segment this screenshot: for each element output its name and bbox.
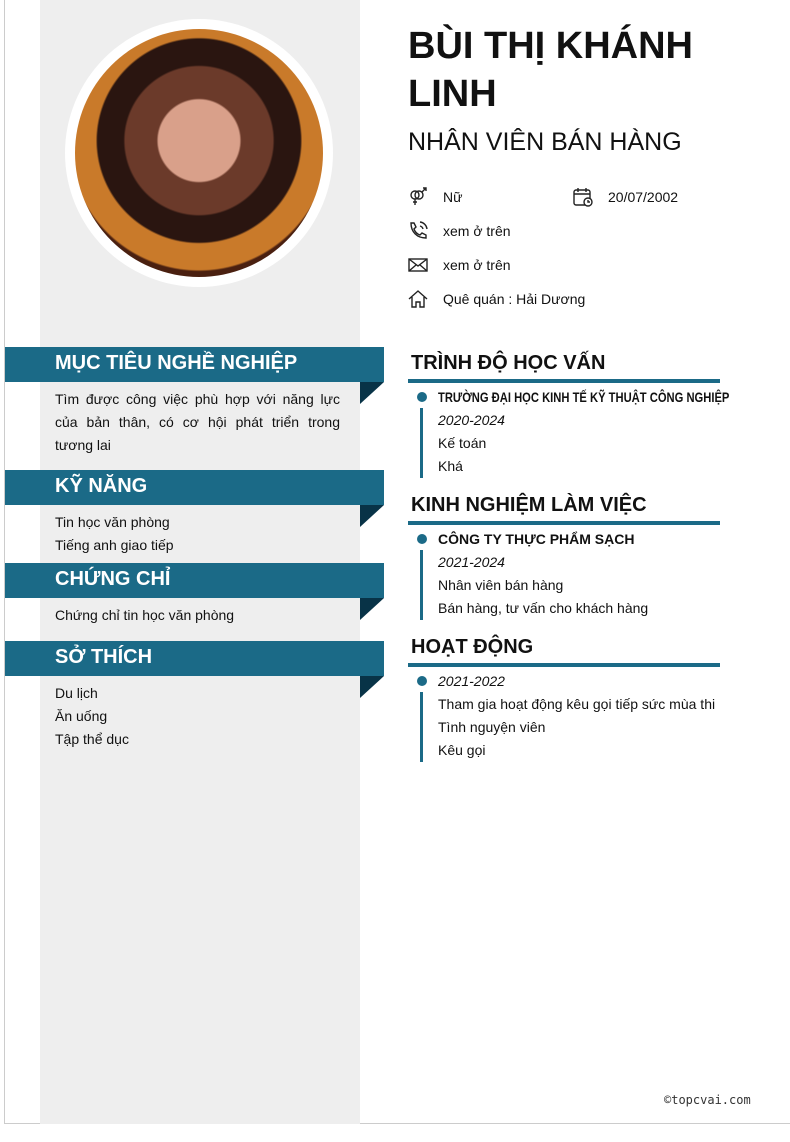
hometown-value: Quê quán : Hải Dương	[443, 291, 586, 307]
school-name: TRƯỜNG ĐẠI HỌC KINH TẾ KỸ THUẬT CÔNG NGHIỆP	[438, 389, 730, 405]
phone-value: xem ở trên	[443, 223, 511, 239]
home-icon	[408, 289, 428, 309]
activity-item: Tình nguyện viên	[438, 719, 546, 735]
certificates-section	[5, 563, 384, 627]
timeline-bar	[420, 408, 423, 478]
timeline-bar	[420, 550, 423, 620]
calendar-icon	[573, 187, 593, 207]
section-header-skills: KỸ NĂNG	[5, 470, 384, 505]
ribbon-fold	[360, 382, 384, 404]
gender-info	[408, 187, 462, 207]
experience-description: Bán hàng, tư vấn cho khách hàng	[438, 600, 649, 616]
hometown-info	[408, 289, 585, 309]
section-header-experience: KINH NGHIỆM LÀM VIỆC	[411, 494, 647, 516]
education-major: Kế toán	[438, 435, 487, 451]
hobby-item: Du lịch	[55, 685, 98, 701]
avatar	[75, 29, 323, 277]
email-info	[408, 255, 511, 275]
hobbies-section	[5, 641, 384, 751]
dob-info	[573, 187, 678, 207]
dob-value: 20/07/2002	[608, 189, 679, 205]
divider	[408, 521, 720, 525]
hobby-item: Tập thể dục	[55, 731, 129, 747]
skills-list	[55, 505, 340, 557]
full-name: BÙI THỊ KHÁNH LINH	[408, 25, 693, 115]
activity-item: Tham gia hoạt động kêu gọi tiếp sức mùa thi	[438, 696, 716, 712]
divider	[408, 663, 720, 667]
envelope-icon	[408, 255, 428, 275]
ribbon-fold	[360, 505, 384, 527]
education-period: 2020-2024	[438, 412, 505, 428]
divider	[408, 379, 720, 383]
watermark: ©topcvai.com	[664, 1093, 751, 1107]
gender-value: Nữ	[443, 189, 463, 205]
section-header-hobbies: SỞ THÍCH	[5, 641, 384, 676]
section-header-objective: MỤC TIÊU NGHỀ NGHIỆP	[5, 347, 384, 382]
phone-info	[408, 221, 511, 241]
skills-section	[5, 470, 384, 557]
left-column	[5, 347, 384, 751]
skill-item: Tin học văn phòng	[55, 514, 170, 530]
timeline-dot	[417, 392, 427, 402]
objective-section	[5, 347, 384, 457]
timeline-bar	[420, 692, 423, 762]
activity-period: 2021-2022	[438, 673, 505, 689]
gender-icon	[408, 187, 428, 207]
phone-icon	[408, 221, 428, 241]
skill-item: Tiếng anh giao tiếp	[55, 537, 174, 553]
education-grade: Khá	[438, 458, 463, 474]
experience-period: 2021-2024	[438, 554, 505, 570]
certificate-item: Chứng chỉ tin học văn phòng	[55, 607, 235, 623]
job-title: NHÂN VIÊN BÁN HÀNG	[408, 128, 682, 156]
objective-text: Tìm được công việc phù hợp với năng lực của bản thân, có cơ hội phát triển trong tương lai	[55, 391, 340, 453]
ribbon-fold	[360, 598, 384, 620]
hobbies-list	[55, 676, 340, 751]
section-header-activities: HOẠT ĐỘNG	[411, 636, 534, 658]
company-name: CÔNG TY THỰC PHẨM SẠCH	[438, 531, 635, 547]
section-header-education: TRÌNH ĐỘ HỌC VẤN	[411, 352, 606, 374]
section-header-certificates: CHỨNG CHỈ	[5, 563, 384, 598]
ribbon-fold	[360, 676, 384, 698]
hobby-item: Ăn uống	[55, 708, 108, 724]
activity-item: Kêu gọi	[438, 742, 486, 758]
experience-position: Nhân viên bán hàng	[438, 577, 564, 593]
timeline-dot	[417, 534, 427, 544]
timeline-dot	[417, 676, 427, 686]
email-value: xem ở trên	[443, 257, 511, 273]
